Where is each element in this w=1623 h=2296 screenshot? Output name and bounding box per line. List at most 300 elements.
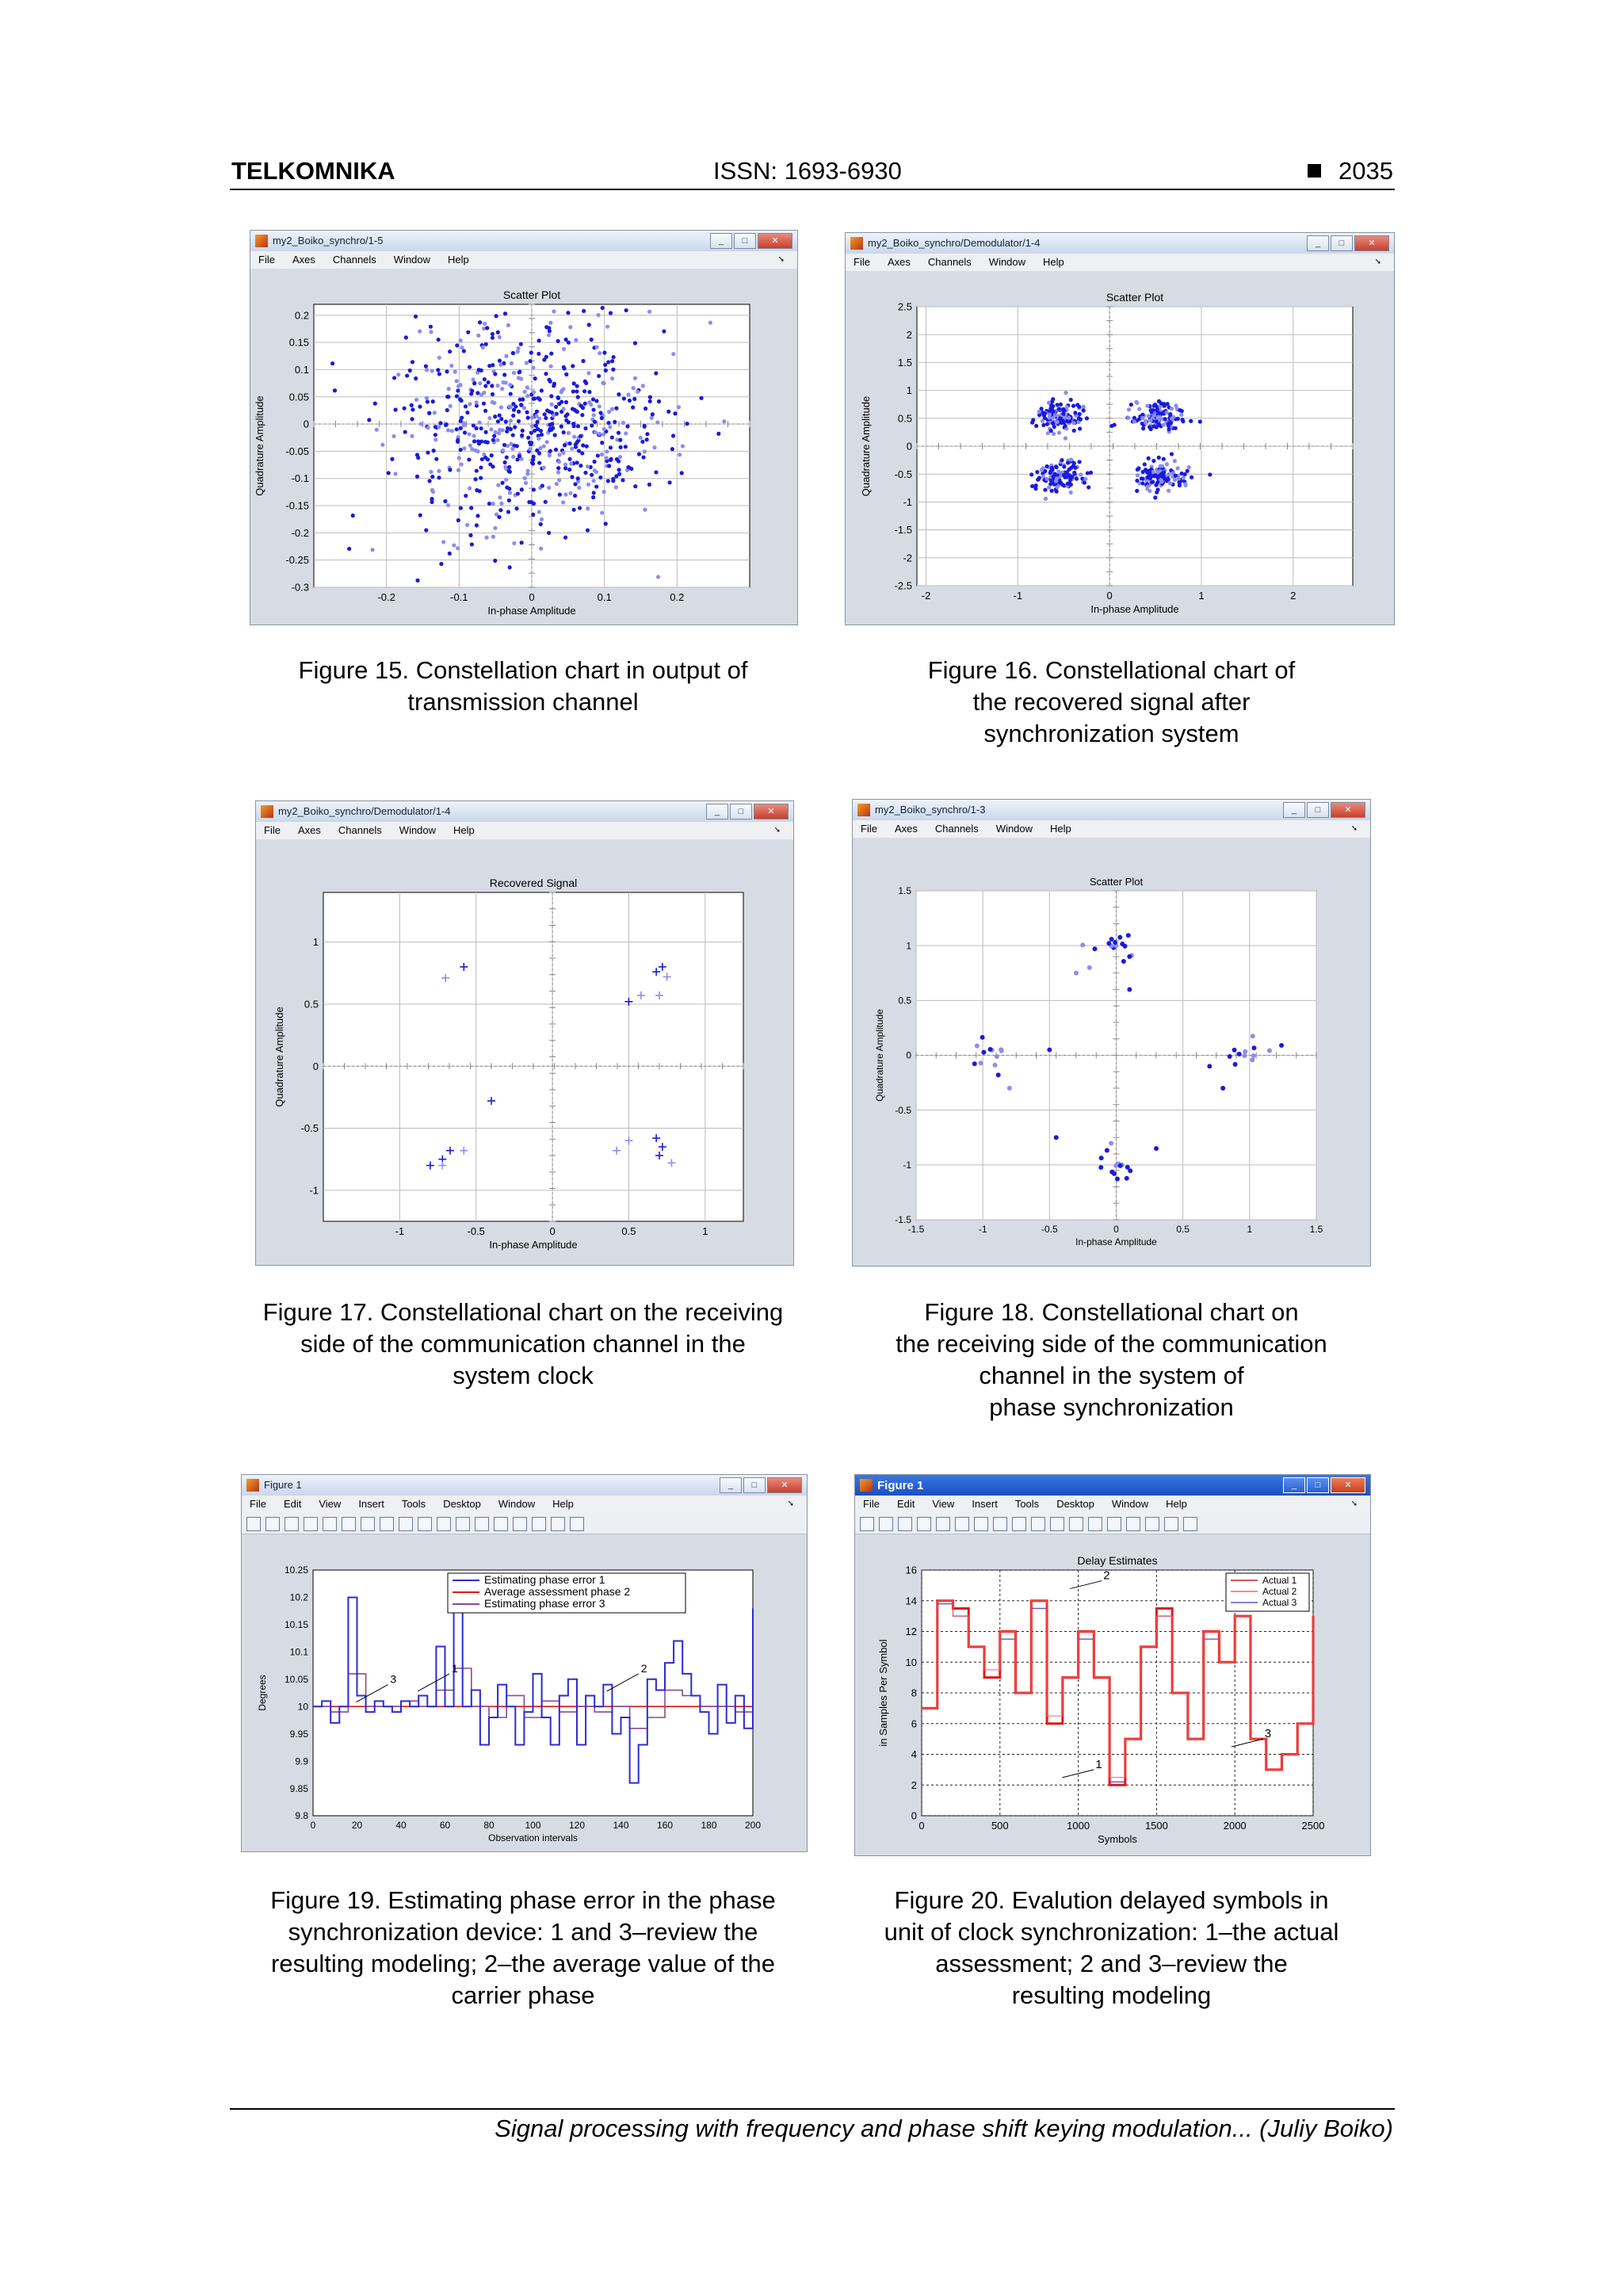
data-point xyxy=(1061,408,1065,412)
data-point xyxy=(467,432,471,436)
data-point xyxy=(670,447,674,451)
data-point xyxy=(521,429,525,433)
data-point xyxy=(1127,988,1132,992)
data-point xyxy=(446,395,450,399)
figure-19-window xyxy=(241,1474,808,1852)
chart-svg xyxy=(250,231,797,625)
data-point xyxy=(1161,422,1165,426)
data-point xyxy=(549,365,553,369)
data-point xyxy=(1135,479,1139,483)
data-point xyxy=(534,414,538,418)
data-point xyxy=(1140,481,1144,485)
data-point xyxy=(550,403,554,407)
data-point xyxy=(1066,460,1070,464)
annotation-label: 1 xyxy=(452,1661,458,1675)
legend-entry: Estimating phase error 1 xyxy=(484,1573,605,1586)
data-point xyxy=(716,432,720,436)
close-icon[interactable]: ✕ xyxy=(1354,235,1389,251)
data-point xyxy=(1050,481,1054,485)
minimize-icon[interactable]: _ xyxy=(710,233,732,249)
data-point xyxy=(605,449,609,453)
data-point xyxy=(1170,452,1174,456)
data-point xyxy=(586,483,590,487)
data-point xyxy=(537,352,540,356)
data-point xyxy=(545,440,549,444)
data-point xyxy=(575,440,579,444)
y-tick-label: 10 xyxy=(297,1701,308,1713)
data-point xyxy=(526,436,530,440)
data-point xyxy=(1127,954,1132,959)
maximize-icon[interactable]: □ xyxy=(734,233,756,249)
data-point xyxy=(1080,942,1085,947)
square-bullet-icon xyxy=(1308,164,1321,178)
data-point xyxy=(592,491,596,495)
data-point xyxy=(1126,416,1130,420)
data-point xyxy=(520,434,524,437)
dock-arrow-icon[interactable]: ➘ xyxy=(777,255,785,264)
data-point xyxy=(445,369,449,373)
data-point xyxy=(1143,462,1147,466)
data-point xyxy=(1045,422,1049,426)
data-point xyxy=(475,400,479,404)
figure-20-caption: Figure 20. Evalution delayed symbols in unit of clock synchronization: 1–the actual assessment; 2 and 3–review the resulting modeling xyxy=(884,1886,1339,2009)
menu-window[interactable]: Window xyxy=(995,823,1033,835)
menu-help[interactable]: Help xyxy=(448,254,469,266)
x-tick-label: 0 xyxy=(1106,590,1113,602)
menu-channels[interactable]: Channels xyxy=(332,254,376,266)
data-point xyxy=(1182,476,1186,479)
data-point xyxy=(509,418,513,422)
data-point xyxy=(491,332,495,336)
data-point xyxy=(1228,1054,1232,1059)
data-point xyxy=(576,476,580,480)
y-tick-label: -0.2 xyxy=(291,526,309,539)
data-point xyxy=(437,356,441,360)
journal-name: TELKOMNIKA xyxy=(231,157,395,185)
data-point xyxy=(1157,422,1161,426)
data-point xyxy=(549,351,553,355)
data-point xyxy=(408,369,412,372)
data-point xyxy=(1044,464,1048,468)
data-point xyxy=(1267,1049,1272,1053)
data-point xyxy=(1069,491,1073,495)
menu-help[interactable]: Help xyxy=(1043,256,1064,268)
y-tick-label: 9.9 xyxy=(295,1755,308,1767)
data-point xyxy=(498,508,502,512)
data-point xyxy=(479,426,483,430)
menu-tools[interactable]: Tools xyxy=(1014,1498,1040,1510)
data-point xyxy=(1148,476,1152,479)
data-point xyxy=(975,1044,980,1049)
data-point xyxy=(650,416,654,420)
data-point xyxy=(501,428,505,432)
data-point xyxy=(540,518,544,521)
data-point xyxy=(1064,436,1067,440)
data-point xyxy=(567,457,571,461)
menu-help[interactable]: Help xyxy=(552,1498,574,1510)
data-point xyxy=(414,376,418,380)
data-point xyxy=(531,365,535,369)
figure-18-caption: Figure 18. Constellational chart on the receiving side of the communication channel in the system of phase synchronization xyxy=(896,1298,1327,1421)
data-point xyxy=(510,447,514,451)
data-point xyxy=(1113,422,1117,426)
x-tick-label: 0 xyxy=(549,1225,556,1237)
data-point xyxy=(654,470,658,474)
x-tick-label: 0 xyxy=(310,1820,316,1831)
close-icon[interactable]: ✕ xyxy=(754,804,789,819)
data-point xyxy=(1153,495,1157,499)
data-point xyxy=(547,333,551,337)
data-point xyxy=(544,416,548,420)
data-point xyxy=(645,432,649,436)
menu-window[interactable]: Window xyxy=(393,254,431,266)
data-point xyxy=(528,447,532,451)
data-point xyxy=(553,433,557,437)
data-point xyxy=(433,437,437,441)
menu-file[interactable]: File xyxy=(863,1498,880,1510)
data-point xyxy=(632,386,636,390)
data-point xyxy=(481,346,485,350)
data-point xyxy=(1044,497,1048,501)
data-point xyxy=(576,424,580,428)
data-point xyxy=(458,383,462,387)
data-point xyxy=(466,330,470,334)
data-point xyxy=(508,383,512,387)
data-point xyxy=(496,419,500,423)
close-icon[interactable]: ✕ xyxy=(1331,802,1365,818)
data-point xyxy=(1115,1176,1120,1181)
data-point xyxy=(1029,472,1033,476)
data-point xyxy=(515,444,519,448)
data-point xyxy=(1174,426,1178,430)
data-point xyxy=(561,500,565,504)
data-point xyxy=(1237,1052,1242,1056)
data-point xyxy=(1055,420,1059,424)
data-point xyxy=(590,473,594,477)
menu-desktop[interactable]: Desktop xyxy=(443,1498,481,1510)
data-point xyxy=(1134,400,1138,404)
y-tick-label: -1 xyxy=(309,1184,319,1197)
data-point xyxy=(478,421,482,425)
data-point xyxy=(1068,478,1072,482)
y-tick-label: 0.5 xyxy=(304,998,319,1010)
menu-window[interactable]: Window xyxy=(399,824,437,836)
data-point xyxy=(498,413,502,417)
data-point xyxy=(1072,471,1076,475)
data-point xyxy=(556,339,560,343)
data-point xyxy=(538,398,542,402)
data-point xyxy=(647,310,651,314)
data-point xyxy=(525,385,529,389)
data-point xyxy=(539,522,543,526)
data-point xyxy=(1007,1086,1012,1091)
data-point xyxy=(375,428,379,432)
x-tick-label: 0.2 xyxy=(670,591,685,603)
data-point xyxy=(617,468,621,472)
menu-axes[interactable]: Axes xyxy=(297,824,321,836)
data-point xyxy=(1051,421,1055,425)
menu-axes[interactable]: Axes xyxy=(292,254,315,266)
data-point xyxy=(530,424,534,428)
data-point xyxy=(1099,1156,1104,1160)
data-point xyxy=(441,540,445,544)
data-point xyxy=(1126,933,1131,938)
data-point xyxy=(527,500,531,504)
data-point xyxy=(586,371,590,375)
data-point xyxy=(586,506,590,510)
data-point xyxy=(512,408,516,412)
annotation-label: 1 xyxy=(1095,1757,1102,1771)
menu-edit[interactable]: Edit xyxy=(283,1498,302,1510)
data-point xyxy=(425,396,429,400)
window-title: Figure 1 xyxy=(264,1479,302,1491)
menu-file[interactable]: File xyxy=(264,824,281,836)
data-point xyxy=(1037,410,1041,414)
data-point xyxy=(629,467,633,471)
annotation-label: 2 xyxy=(1103,1568,1110,1583)
menu-help[interactable]: Help xyxy=(1166,1498,1187,1510)
data-point xyxy=(477,368,481,372)
data-point xyxy=(556,395,559,399)
menu-channels[interactable]: Channels xyxy=(338,824,382,836)
menu-file[interactable]: File xyxy=(861,823,877,835)
menu-file[interactable]: File xyxy=(250,1498,266,1510)
y-tick-label: -0.5 xyxy=(895,1104,911,1116)
data-point xyxy=(463,430,467,434)
data-point xyxy=(585,445,589,449)
data-point xyxy=(457,456,461,460)
data-point xyxy=(1055,465,1059,469)
menu-help[interactable]: Help xyxy=(1050,823,1071,835)
menu-tools[interactable]: Tools xyxy=(401,1498,426,1510)
data-point xyxy=(671,352,675,356)
data-point xyxy=(1060,458,1064,462)
data-point xyxy=(606,479,610,483)
data-point xyxy=(1157,456,1161,460)
data-point xyxy=(448,468,452,472)
data-point xyxy=(478,320,482,324)
dock-arrow-icon[interactable]: ➘ xyxy=(787,1499,794,1508)
data-point xyxy=(453,369,457,373)
chart-title: Scatter Plot xyxy=(1106,291,1164,304)
data-point xyxy=(1069,466,1073,470)
data-point xyxy=(605,456,609,460)
data-point xyxy=(447,387,451,391)
data-point xyxy=(462,423,466,427)
annotation-label: 2 xyxy=(640,1661,647,1675)
menu-help[interactable]: Help xyxy=(453,824,475,836)
data-point xyxy=(455,379,459,383)
close-icon[interactable]: ✕ xyxy=(1331,1477,1365,1493)
data-point xyxy=(1052,425,1056,429)
data-point xyxy=(455,394,459,398)
data-point xyxy=(613,420,617,424)
data-point xyxy=(1063,424,1067,428)
data-point xyxy=(1031,418,1035,422)
data-point xyxy=(1050,489,1054,493)
data-point xyxy=(1037,477,1041,481)
data-point xyxy=(416,456,420,460)
menu-axes[interactable]: Axes xyxy=(887,256,911,268)
data-point xyxy=(473,477,477,481)
x-tick-label: 20 xyxy=(351,1820,363,1831)
data-point xyxy=(1173,459,1177,463)
data-point xyxy=(722,419,726,423)
close-icon[interactable]: ✕ xyxy=(758,233,792,249)
y-axis-label: Quadrature Amplitude xyxy=(254,395,265,496)
data-point xyxy=(475,523,479,527)
x-tick-label: 100 xyxy=(525,1820,541,1831)
minimize-icon[interactable]: _ xyxy=(720,1477,742,1493)
minimize-icon[interactable]: _ xyxy=(706,804,728,819)
x-axis-label: In-phase Amplitude xyxy=(487,605,576,617)
data-point xyxy=(651,412,655,416)
data-point xyxy=(563,443,567,447)
y-axis-label: Quadrature Amplitude xyxy=(860,395,872,497)
data-point xyxy=(456,438,460,442)
data-point xyxy=(594,470,598,474)
data-point xyxy=(575,460,579,464)
menu-channels[interactable]: Channels xyxy=(927,256,972,268)
data-point xyxy=(590,338,594,342)
data-point xyxy=(1051,475,1055,479)
data-point xyxy=(418,329,422,333)
data-point xyxy=(540,433,544,437)
data-point xyxy=(604,369,608,372)
data-point xyxy=(1183,482,1187,486)
data-point xyxy=(1190,476,1193,479)
menu-file[interactable]: File xyxy=(854,256,870,268)
data-point xyxy=(619,445,623,449)
menu-window[interactable]: Window xyxy=(1111,1498,1149,1510)
data-point xyxy=(578,506,582,510)
data-point xyxy=(1050,408,1054,412)
data-point xyxy=(427,411,431,415)
data-point xyxy=(622,396,626,400)
y-axis-label: in Samples Per Symbol xyxy=(877,1639,889,1747)
data-point xyxy=(472,377,475,381)
x-tick-label: 80 xyxy=(483,1820,495,1831)
menu-desktop[interactable]: Desktop xyxy=(1056,1498,1094,1510)
y-tick-label: 0.05 xyxy=(288,391,309,403)
data-point xyxy=(628,399,632,403)
data-point xyxy=(532,487,536,491)
minimize-icon[interactable]: _ xyxy=(1283,802,1305,818)
minimize-icon[interactable]: _ xyxy=(1283,1477,1305,1493)
data-point xyxy=(1054,1135,1059,1140)
data-point xyxy=(468,444,472,448)
data-point xyxy=(418,405,422,409)
data-point xyxy=(594,399,598,403)
maximize-icon[interactable]: □ xyxy=(730,804,752,819)
dock-arrow-icon[interactable]: ➘ xyxy=(1374,258,1381,266)
data-point xyxy=(533,376,537,380)
data-point xyxy=(1148,408,1152,412)
data-point xyxy=(981,1050,986,1055)
data-point xyxy=(484,342,488,346)
dock-arrow-icon[interactable]: ➘ xyxy=(1350,824,1358,833)
data-point xyxy=(393,472,397,476)
data-point xyxy=(1079,472,1083,476)
data-point xyxy=(496,483,500,487)
data-point xyxy=(459,506,463,510)
data-point xyxy=(1174,403,1178,407)
data-point xyxy=(624,445,628,449)
menu-insert[interactable]: Insert xyxy=(358,1498,384,1510)
data-point xyxy=(609,445,613,449)
data-point xyxy=(597,374,601,378)
data-point xyxy=(512,371,516,375)
data-point xyxy=(410,434,414,438)
data-point xyxy=(1105,1148,1109,1153)
data-point xyxy=(498,359,502,363)
close-icon[interactable]: ✕ xyxy=(767,1477,802,1493)
data-point xyxy=(437,469,441,473)
data-point xyxy=(1251,1045,1256,1050)
menu-file[interactable]: File xyxy=(258,254,275,266)
data-point xyxy=(583,426,587,430)
y-tick-label: -1.5 xyxy=(895,1214,911,1226)
data-point xyxy=(1140,416,1144,420)
data-point xyxy=(486,441,490,445)
y-tick-label: 0 xyxy=(906,440,912,453)
menu-window[interactable]: Window xyxy=(498,1498,536,1510)
data-point xyxy=(475,449,479,453)
data-point xyxy=(498,335,502,339)
maximize-icon[interactable]: □ xyxy=(1307,802,1329,818)
data-point xyxy=(1156,415,1160,419)
data-point xyxy=(502,372,506,376)
maximize-icon[interactable]: □ xyxy=(1331,235,1353,251)
menu-edit[interactable]: Edit xyxy=(896,1498,915,1510)
maximize-icon[interactable]: □ xyxy=(743,1477,766,1493)
menu-view[interactable]: View xyxy=(932,1498,955,1510)
data-point xyxy=(581,443,585,447)
dock-arrow-icon[interactable]: ➘ xyxy=(1350,1499,1358,1508)
menu-window[interactable]: Window xyxy=(988,256,1026,268)
dock-arrow-icon[interactable]: ➘ xyxy=(773,826,781,835)
data-point xyxy=(1073,466,1077,470)
menu-insert[interactable]: Insert xyxy=(972,1498,998,1510)
data-point xyxy=(411,407,414,411)
menu-channels[interactable]: Channels xyxy=(934,823,979,835)
y-tick-label: 10.1 xyxy=(289,1646,308,1658)
data-point xyxy=(1075,477,1079,481)
data-point xyxy=(430,369,434,372)
x-tick-label: 2000 xyxy=(1223,1820,1247,1832)
data-point xyxy=(564,372,568,376)
data-point xyxy=(544,372,548,376)
data-point xyxy=(602,350,606,354)
data-point xyxy=(506,469,510,473)
data-point xyxy=(593,420,597,424)
x-tick-label: 0.5 xyxy=(621,1225,636,1237)
data-point xyxy=(484,430,488,434)
minimize-icon[interactable]: _ xyxy=(1307,235,1329,251)
data-point xyxy=(445,408,449,412)
data-point xyxy=(483,409,487,413)
data-point xyxy=(625,424,629,428)
data-point xyxy=(450,429,454,433)
data-point xyxy=(1059,403,1063,407)
data-point xyxy=(554,405,558,409)
maximize-icon[interactable]: □ xyxy=(1307,1477,1329,1493)
data-point xyxy=(404,335,408,339)
menu-view[interactable]: View xyxy=(319,1498,342,1510)
menu-axes[interactable]: Axes xyxy=(894,823,918,835)
data-point xyxy=(347,547,351,551)
data-point xyxy=(519,403,523,407)
